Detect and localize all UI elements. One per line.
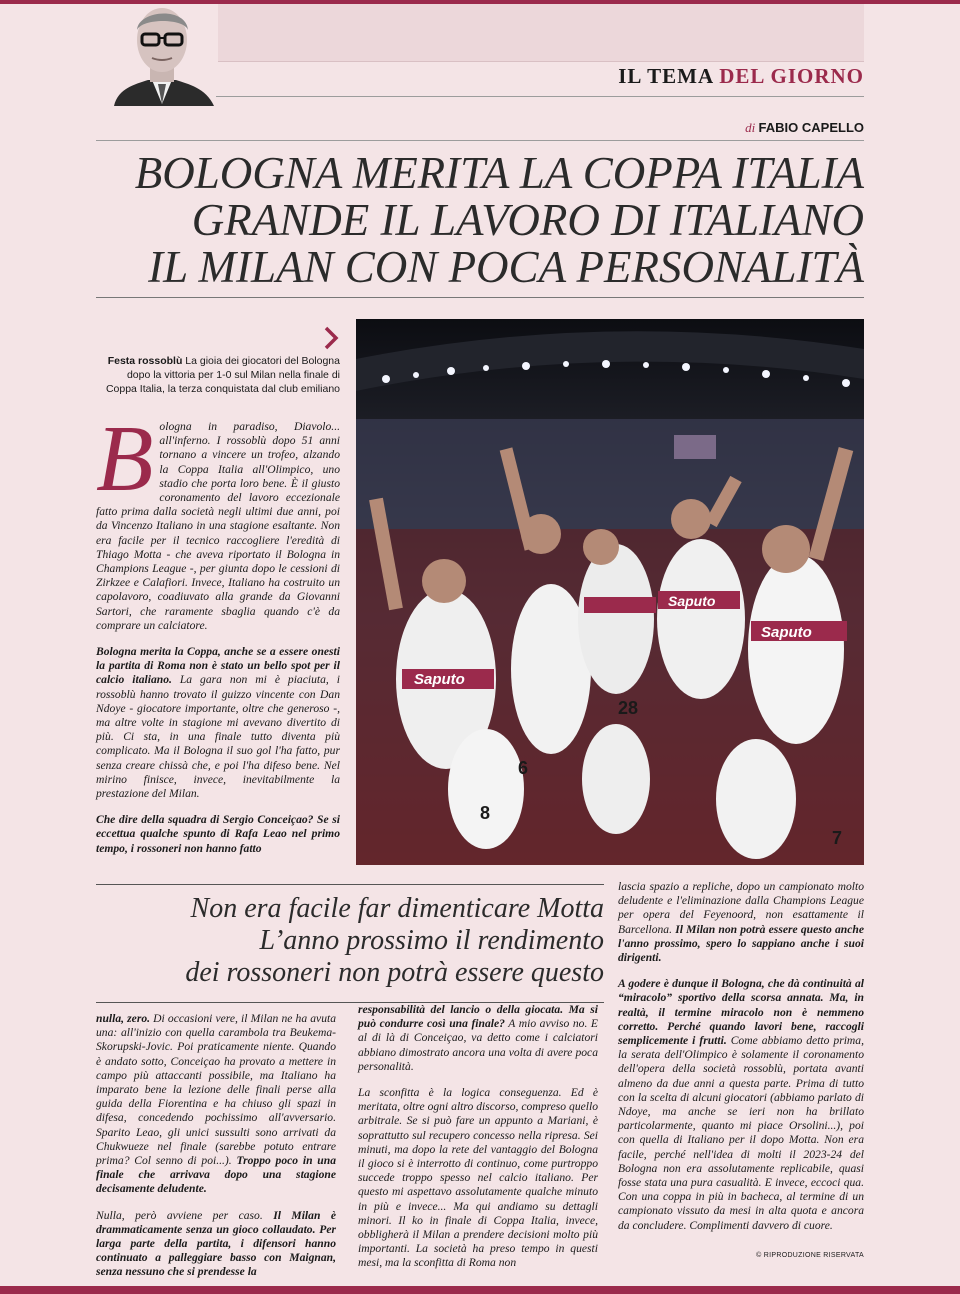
article-paragraph-bold: Troppo poco in una finale che arrivava dopo una stagione decisamente deludente. bbox=[96, 1154, 336, 1196]
article-paragraph: lascia spazio a repliche, dopo un campionato molto deludente e l'eliminazione dalla Champions League per opera del Feyenoord, non esattamente il Barcellona. bbox=[618, 880, 864, 936]
article-paragraph-bold: Il Milan non potrà essere questo anche l'anno prossimo, spero lo sappiano anche i suoi dirigenti. bbox=[618, 922, 864, 965]
byline bbox=[745, 120, 864, 136]
section-label-part1: IL TEMA bbox=[618, 64, 713, 88]
headline-line3: IL MILAN CON POCA PERSONALITÀ bbox=[148, 242, 864, 292]
pullquote bbox=[96, 893, 604, 989]
article-paragraph: A mio avviso no. E al di là di Conceiçao, va detto come i calciatori abbiano dimostrato ancora una volta di avere poca personalità. bbox=[358, 1017, 598, 1073]
copyright-notice: © RIPRODUZIONE RISERVATA bbox=[756, 1252, 864, 1259]
masthead-strip bbox=[216, 4, 864, 62]
article-paragraph: Nulla, però avviene per caso. bbox=[96, 1208, 263, 1222]
jersey-sponsor: Saputo bbox=[414, 671, 465, 688]
masthead bbox=[96, 4, 864, 106]
headline-line2: GRANDE IL LAVORO DI ITALIANO bbox=[191, 195, 864, 245]
celebration-photo-image bbox=[356, 319, 864, 865]
celebration-photo bbox=[356, 319, 864, 865]
pullquote-line1: Non era facile far dimenticare Motta bbox=[190, 893, 604, 924]
headline bbox=[96, 150, 864, 291]
jersey-number: 6 bbox=[518, 758, 529, 778]
article-paragraph: ologna in paradiso, Diavolo... all'inferno. I rossoblù dopo 51 anni tornano a vincere un trofeo, alzando la Coppa Italia all'Olimpico, uno stadio che porta loro bene. È il giusto coronamento del lavoro eccezionale fatto prima dalla società negli ultimi due anni, poi da Vincenzo Italiano in una stagione esaltante. Non era facile per il tecnico raccogliere l'eredità di Thiago Motta - che aveva riportato il Bologna in Champions League -, per giunta dopo le cessioni di Zirkzee e Calafiori. Invece, Italiano ha costruito un capolavoro, coadiuvato alla grande da Giovanni Sartori, che raramente sbaglia quando c'è da comprare un calciatore. bbox=[96, 420, 340, 632]
jersey-number: 28 bbox=[618, 698, 639, 718]
byline-rule bbox=[96, 140, 864, 141]
article-paragraph: La gara non mi è piaciuta, i rossoblù hanno trovato il guizzo vincente con Dan Ndoye - giocatore importante, oltre che generoso -, ma altre volte in stagione mi avevano divertito di più. Ci sta, in una finale tutto diventa più complicato. Ma il Bologna il suo gol l'ha fatto, pur senza creare chissà che, e poi l'ha difeso bene. Nel mirino finisce, invece, inevitabilmente la prestazione del Milan. bbox=[96, 673, 340, 801]
author-portrait bbox=[106, 4, 218, 106]
article-paragraph: La sconfitta è la logica conseguenza. Ed è meritata, oltre ogni altro discorso, compreso quello arbitrale. Se si può fare un appunto a Mariani, è soprattutto sul recupero concesso nella ripresa. Sei minuti, ma dopo la rete del vantaggio del Bologna il gioco si è interrotto di continuo, come purtroppo succede troppo spesso nel calcio italiano. Per questo mi aspettavo assolutamente qualche minuto in più e invece... Ma qui andiamo su dettagli minori. Il ko in finale di Coppa Italia, invece, obbligherà il Milan a prendere decisioni molto più importanti. La società ha preso tempo in questi mesi, ma la sconfitta di Roma non bbox=[358, 1086, 598, 1270]
photo-caption bbox=[96, 354, 340, 396]
headline-rule bbox=[96, 297, 864, 298]
headline-line1: BOLOGNA MERITA LA COPPA ITALIA bbox=[134, 148, 864, 198]
pullquote-line2: L’anno prossimo il rendimento bbox=[259, 925, 604, 956]
article-column-3 bbox=[358, 1003, 598, 1283]
jersey-sponsor: Saputo bbox=[761, 624, 812, 641]
drop-cap: B bbox=[96, 407, 154, 511]
byline-prefix: di bbox=[745, 120, 756, 135]
article-column-2 bbox=[96, 1012, 336, 1292]
section-label-part2: DEL GIORNO bbox=[719, 64, 864, 88]
article-paragraph-bold: nulla, zero. bbox=[96, 1012, 151, 1025]
article-paragraph-bold: Che dire della squadra di Sergio Conceiçao? Se si eccettua qualche spunto di Rafa Leao nel primo tempo, i rossoneri non hanno fatto bbox=[96, 813, 340, 855]
article-paragraph: Di occasioni vere, il Milan ne ha avuta una: all'inizio con quella carambola tra Beukema-Skorupski-Jovic. Poi praticamente niente. Quando è andato sotto, Conceiçao ha provato a mettere in campo più attaccanti possibile, ma Italiano ha imparato bene la lezione delle finali perse alla guida della Fiorentina e ha chiuso gli spazi in difesa, concedendo pochissimo all'avversario. Sparito Leao, gli unici sussulti sono arrivati da Chukwueze nel finale (sarebbe potuto entrare prima? Col senno di poi...). bbox=[96, 1012, 337, 1168]
pullquote-line3: dei rossoneri non potrà essere questo bbox=[185, 957, 604, 988]
article-column-1 bbox=[96, 407, 340, 868]
byline-author: FABIO CAPELLO bbox=[758, 120, 864, 135]
pullquote-rule-top bbox=[96, 884, 604, 885]
article-column-4 bbox=[618, 880, 864, 1245]
article-paragraph-bold: A godere è dunque il Bologna, che dà continuità al “miracolo” sportivo della scorsa annata. Ma, in realtà, il termine miracolo non è nemmeno corretto. Perché quando lavori bene, raccogli semplicemente i frutti. bbox=[618, 977, 864, 1048]
article-paragraph-bold: Il Milan è drammaticamente senza un gioco collaudato. Per larga parte della partita, i difensori hanno continuato a palleggiare basso con Maignan, senza nessuno che si prendesse la bbox=[96, 1208, 336, 1279]
article-paragraph: Come abbiamo detto prima, la serata dell'Olimpico è solamente il coronamento dell'opera della società rossoblù, portata avanti almeno da due anni a questa parte. Prima di tutto con la scelta di alcuni giocatori (abbiamo parlato di Ndoye, ma anche se ieri non ha brillato particolarmente, quanto mi piace Orsolini...), poi con quella di Italiano per il dopo Motta. Non era facile, perché nell'idea di molti il 2023-24 del Bologna non era assolutamente replicabile, quasi fosse stata una pura casualità. E invece, eccoci qua. Con una coppa in più in bacheca, al termine di un campionato vissuto da mesi in alta quota e ancora da concludere. Complimenti davvero di cuore. bbox=[618, 1034, 865, 1232]
chevron-right-icon bbox=[323, 326, 339, 350]
jersey-number: 7 bbox=[832, 828, 843, 848]
caption-text: La gioia dei giocatori del Bologna dopo la vittoria per 1-0 sul Milan nella finale di Coppa Italia, la terza conquistata dal club emiliano bbox=[105, 355, 340, 395]
masthead-rule bbox=[216, 96, 864, 97]
section-label bbox=[618, 64, 864, 89]
jersey-number: 8 bbox=[480, 803, 491, 823]
article-paragraph-bold: Bologna merita la Coppa, anche se a essere onesti la partita di Roma non è stato un bello spot per il calcio italiano. bbox=[96, 645, 340, 687]
bottom-accent-bar bbox=[0, 1286, 960, 1294]
article-paragraph-bold: responsabilità del lancio o della giocata. Ma si può condurre così una finale? bbox=[358, 1003, 598, 1031]
caption-label: Festa rossoblù bbox=[107, 355, 183, 367]
jersey-sponsor: Saputo bbox=[668, 593, 716, 609]
